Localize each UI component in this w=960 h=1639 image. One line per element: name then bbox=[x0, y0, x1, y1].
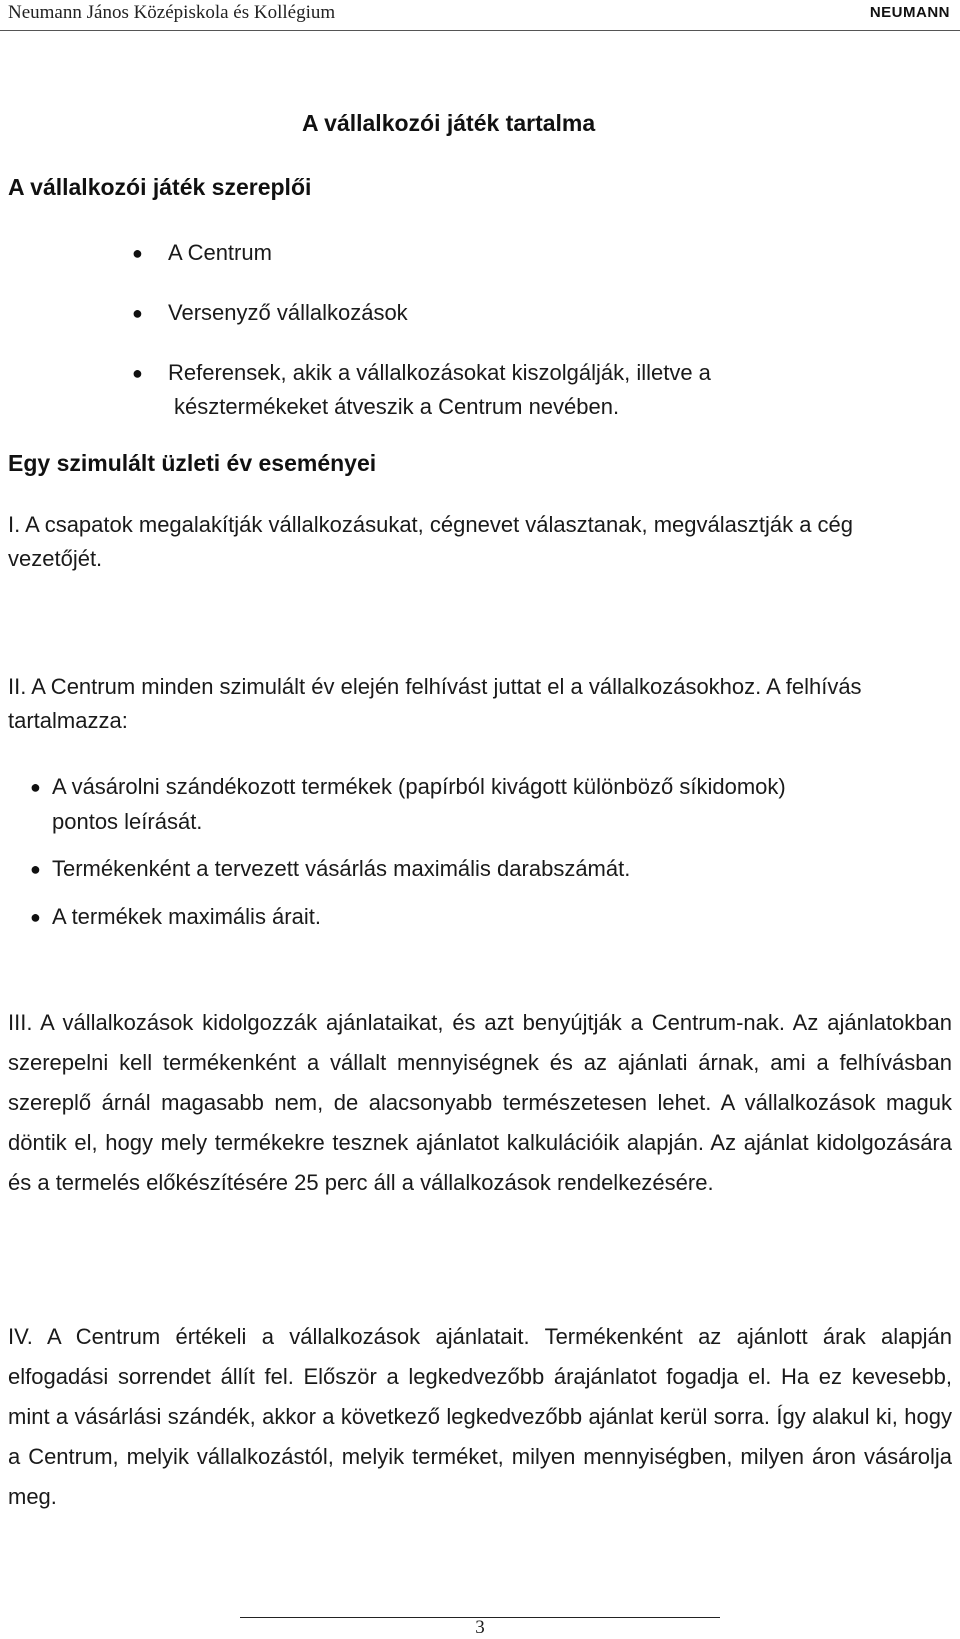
bullet-icon: ● bbox=[132, 243, 143, 263]
bullet-icon: ● bbox=[30, 907, 41, 927]
header-school-name: Neumann János Középiskola és Kollégium bbox=[8, 2, 336, 23]
page-number: 3 bbox=[475, 1617, 485, 1638]
bullet-icon: ● bbox=[30, 777, 41, 797]
paragraph-step-1: I. A csapatok megalakítják vállalkozásukat, cégnevet választanak, megválasztják a cég vezetőjét. bbox=[8, 512, 854, 571]
list-item: A termékek maximális árait. bbox=[52, 904, 321, 929]
paragraph-step-2: II. A Centrum minden szimulált év elején felhívást juttat el a vállalkozásokhoz. A felhívás tartalmazza: bbox=[8, 674, 862, 733]
paragraph-step-3: III. A vállalkozások kidolgozzák ajánlataikat, és azt benyújtják a Centrum-nak. Az ajánlatokban szerepelni kell termékenként a vállalt mennyiségnek és az ajánlati árnak, ami a felhívásban szereplő árnál magasabb nem, de alacsonyabb természetesen lehet. A vállalkozások maguk döntik el, hogy mely termékekre tesznek ajánlatot kalkulációik alapján. Az ajánlat kidolgozására és a termelés előkészítésére 25 perc áll a vállalkozások rendelkezésére. bbox=[8, 1010, 952, 1195]
list-item: Termékenként a tervezett vásárlás maximális darabszámát. bbox=[52, 856, 631, 881]
list-item-continuation: pontos leírását. bbox=[52, 809, 203, 834]
list-item: A vásárolni szándékozott termékek (papírból kivágott különböző síkidomok) bbox=[52, 774, 786, 799]
bullet-icon: ● bbox=[132, 303, 143, 323]
list-item-continuation: késztermékeket átveszik a Centrum nevében. bbox=[174, 394, 620, 419]
school-logo: NEUMANN bbox=[869, 4, 950, 21]
list-item: A Centrum bbox=[168, 240, 272, 265]
section-heading-players: A vállalkozói játék szereplői bbox=[8, 174, 312, 200]
page-title: A vállalkozói játék tartalma bbox=[302, 110, 596, 136]
section-heading-events: Egy szimulált üzleti év eseményei bbox=[8, 450, 377, 476]
bullet-icon: ● bbox=[132, 363, 143, 383]
list-item: Referensek, akik a vállalkozásokat kiszolgálják, illetve a bbox=[168, 360, 711, 385]
header-divider bbox=[0, 30, 960, 31]
paragraph-step-4: IV. A Centrum értékeli a vállalkozások ajánlatait. Termékenként az ajánlott árak alapján elfogadási sorrendet állít fel. Először a legkedvezőbb árajánlatot fogadja el. Ha ez kevesebb, mint a vásárlási szándék, akkor a következő legkedvezőbb ajánlat kerül sorra. Így alakul ki, hogy a Centrum, melyik vállalkozástól, melyik terméket, milyen mennyiségben, milyen áron vásárolja meg. bbox=[8, 1324, 952, 1509]
list-item: Versenyző vállalkozások bbox=[168, 300, 408, 325]
bullet-icon: ● bbox=[30, 859, 41, 879]
